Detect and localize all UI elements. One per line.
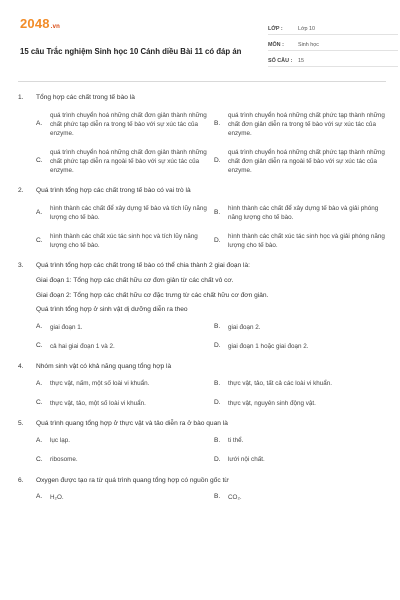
question-text: Quá trình tổng hợp các chất trong tế bào có vai trò là — [36, 187, 191, 195]
option-letter: B. — [214, 379, 221, 387]
option-text: thực vật, tảo, tất cả các loài vi khuẩn. — [228, 380, 332, 388]
option-text: hình thành các chất để xây dựng tế bào và giải phóng năng lượng cho tế bào. — [228, 204, 379, 221]
answer-option-d[interactable] — [214, 148, 386, 175]
site-logo[interactable] — [20, 16, 60, 33]
answer-option-a[interactable] — [36, 493, 208, 502]
question-4 — [18, 363, 386, 408]
question-1 — [18, 94, 386, 175]
meta-table — [268, 22, 398, 70]
answer-option-d[interactable] — [214, 342, 386, 351]
logo-suffix: .vn — [50, 24, 61, 30]
document-header — [18, 14, 386, 82]
option-text: thực vật, tảo, một số loài vi khuẩn. — [50, 399, 146, 407]
option-letter: A. — [36, 436, 43, 444]
option-text: quá trình chuyển hoá những chất đơn giản thành những chất phức tạp diễn ra trong tế bào với sự xúc tác của enzyme. — [50, 111, 207, 137]
meta-value: 15 — [298, 57, 304, 64]
option-letter: B. — [214, 119, 221, 127]
answer-option-a[interactable] — [36, 111, 208, 138]
option-text: cả hai giai đoạn 1 và 2. — [50, 342, 115, 350]
answer-options — [36, 111, 386, 176]
option-text: ti thể. — [228, 437, 244, 445]
option-letter: C. — [36, 455, 43, 463]
option-text: lưới nội chất. — [228, 456, 265, 464]
option-text: thực vật, nấm, một số loài vi khuẩn. — [50, 380, 150, 388]
question-number: 5. — [18, 419, 24, 427]
logo-text: 2048 — [20, 16, 50, 31]
question-text: Quá trình tổng hợp các chất trong tế bào có thể chia thành 2 giai đoạn là: — [36, 262, 251, 270]
meta-label: SỐ CÂU : — [268, 57, 293, 64]
option-letter: C. — [36, 157, 43, 165]
option-text: quá trình chuyển hoá những chất phức tạp thành những chất đơn giản diễn ra trong tế bào với sự xúc tác của enzyme. — [228, 111, 385, 137]
option-letter: D. — [214, 236, 221, 244]
meta-row-subject — [268, 38, 398, 51]
answer-option-c[interactable] — [36, 232, 208, 250]
question-text: Tổng hợp các chất trong tế bào là — [36, 94, 135, 101]
answer-option-c[interactable] — [36, 342, 208, 351]
answer-option-a[interactable] — [36, 323, 208, 332]
question-number: 6. — [18, 476, 24, 484]
meta-row-count — [268, 54, 398, 67]
option-text: hình thành các chất xúc tác sinh học và tích lũy năng lượng cho tế bào. — [50, 233, 198, 250]
question-text: Quá trình quang tổng hợp ở thực vật và tảo diễn ra ở bào quan là — [36, 419, 228, 427]
question-detail-line: Quá trình tổng hợp ở sinh vật dị dưỡng diễn ra theo — [36, 306, 188, 314]
answer-option-d[interactable] — [214, 399, 386, 408]
answer-option-b[interactable] — [214, 323, 386, 332]
question-6 — [18, 477, 386, 503]
option-letter: B. — [214, 493, 221, 501]
meta-row-class — [268, 22, 398, 35]
answer-option-c[interactable] — [36, 455, 208, 464]
answer-option-b[interactable] — [214, 436, 386, 445]
answer-options — [36, 323, 386, 351]
option-letter: B. — [214, 436, 221, 444]
answer-option-c[interactable] — [36, 399, 208, 408]
meta-value: Sinh học — [298, 41, 319, 48]
answer-options — [36, 204, 386, 251]
option-letter: A. — [36, 208, 43, 216]
answer-option-d[interactable] — [214, 232, 386, 250]
option-letter: C. — [36, 236, 43, 244]
answer-options — [36, 436, 386, 464]
option-text: lục lạp. — [50, 437, 70, 445]
answer-option-a[interactable] — [36, 436, 208, 445]
question-number: 3. — [18, 262, 24, 270]
option-letter: C. — [36, 398, 43, 406]
question-detail-line: Giai đoạn 1: Tổng hợp các chất hữu cơ đơn giản từ các chất vô cơ. — [36, 276, 234, 284]
option-text: hình thành các chất để xây dựng tế bào và tích lũy năng lượng cho tế bào. — [50, 204, 207, 221]
answer-option-b[interactable] — [214, 204, 386, 222]
answer-option-b[interactable] — [214, 111, 386, 138]
answer-option-a[interactable] — [36, 379, 208, 388]
meta-value: Lớp 10 — [298, 25, 316, 32]
option-text: ribosome. — [50, 456, 78, 464]
question-3 — [18, 262, 386, 351]
question-text: Oxygen được tạo ra từ quá trình quang tổng hợp có nguồn gốc từ — [36, 476, 229, 484]
answer-option-b[interactable] — [214, 379, 386, 388]
option-text: H₂O. — [50, 494, 64, 502]
page-title: 15 câu Trắc nghiệm Sinh học 10 Cánh diều Bài 11 có đáp án — [20, 47, 242, 56]
option-letter: D. — [214, 398, 221, 406]
question-text: Nhóm sinh vật có khả năng quang tổng hợp là — [36, 362, 172, 370]
question-2 — [18, 187, 386, 250]
option-letter: D. — [214, 157, 221, 165]
answer-option-c[interactable] — [36, 148, 208, 175]
question-number: 1. — [18, 94, 24, 101]
option-text: thực vật, nguyên sinh động vật. — [228, 399, 316, 407]
question-list — [18, 94, 386, 502]
answer-options — [36, 379, 386, 407]
option-text: giai đoạn 1. — [50, 323, 83, 331]
option-letter: B. — [214, 208, 221, 216]
option-text: quá trình chuyển hoá những chất phức tạp thành những chất đơn giản diễn ra ngoài tế bào với sự xúc tác của enzyme. — [228, 148, 385, 175]
question-number: 4. — [18, 362, 24, 370]
question-5 — [18, 420, 386, 465]
option-letter: B. — [214, 322, 221, 330]
answer-option-d[interactable] — [214, 455, 386, 464]
option-letter: A. — [36, 379, 43, 387]
option-letter: A. — [36, 493, 43, 501]
option-text: CO₂. — [228, 494, 242, 502]
question-number: 2. — [18, 187, 24, 195]
answer-options — [36, 493, 386, 502]
option-letter: D. — [214, 342, 221, 350]
option-text: giai đoạn 1 hoặc giai đoạn 2. — [228, 342, 309, 350]
option-text: quá trình chuyển hoá những chất đơn giản thành những chất phức tạp diễn ra ngoài tế bào với sự xúc tác của enzyme. — [50, 148, 207, 175]
meta-label: LỚP : — [268, 25, 283, 32]
option-text: hình thành các chất xúc tác sinh học và giải phóng năng lượng cho tế bào. — [228, 233, 385, 250]
option-text: giai đoạn 2. — [228, 323, 261, 331]
meta-label: MÔN : — [268, 41, 284, 48]
option-letter: A. — [36, 119, 43, 127]
answer-option-a[interactable] — [36, 204, 208, 222]
option-letter: D. — [214, 455, 221, 463]
answer-option-b[interactable] — [214, 493, 386, 502]
question-detail-line: Giai đoạn 2: Tổng hợp các chất hữu cơ đặc trưng từ các chất hữu cơ đơn giản. — [36, 291, 269, 299]
option-letter: C. — [36, 342, 43, 350]
option-letter: A. — [36, 322, 43, 330]
